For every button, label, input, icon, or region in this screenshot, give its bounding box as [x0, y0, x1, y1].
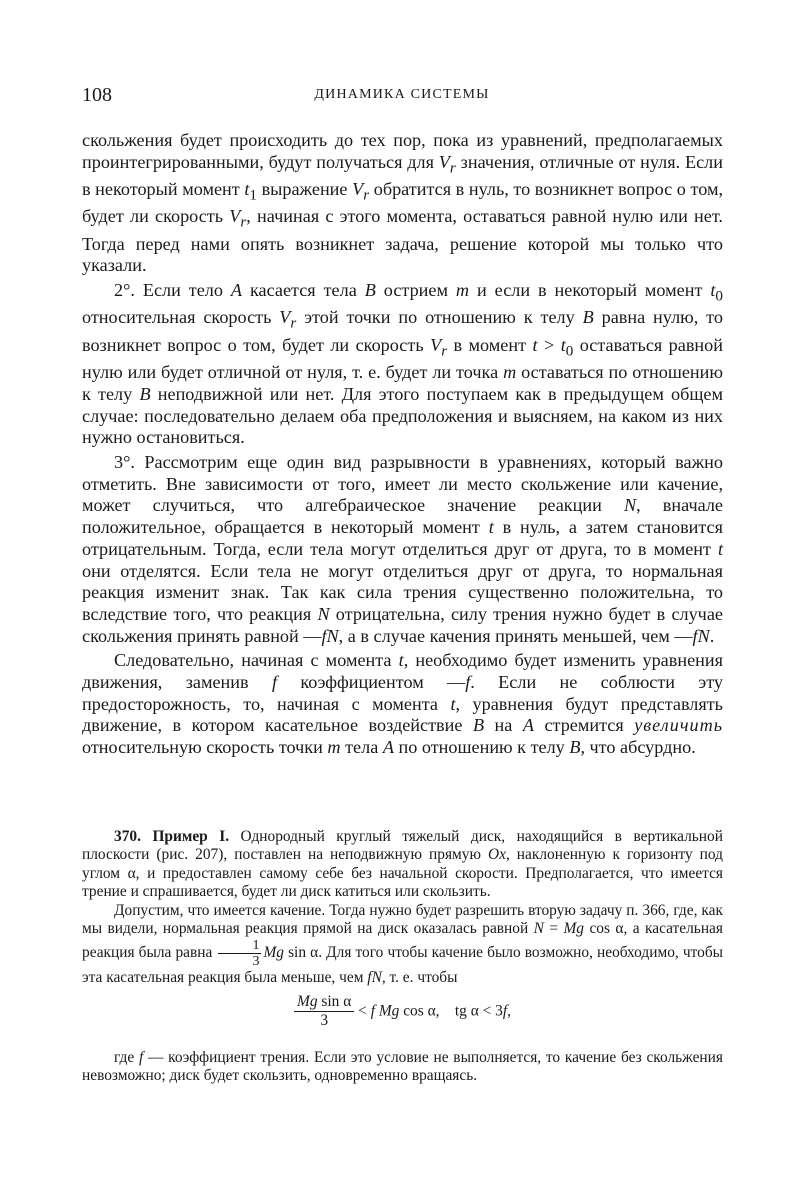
- paragraph-case-2: 2°. Если тело A касается тела B острием m и если в некоторый момент $t_0$ относительная скорость $V_r$ этой точки по отношению к телу B равна нулю, то возникнет вопрос о том, будет ли скорость $V_r$ в момент $t > t_0$ оставаться равной нулю или будет отличной от нуля, т. е. будет ли точка m оставаться по отношению к телу B неподвижной или нет. Для этого поступаем как в предыдущем общем случае: последовательно делаем оба предположения и выясняем, на каком из них нужно остановиться.: [82, 280, 723, 448]
- paragraph-case-3: 3°. Рассмотрим еще один вид разрывности в уравнениях, который важно отметить. Вне зависимости от того, имеет ли место скольжение или качение, может случиться, что алгебраическое значение реакции N, вначале положительное, обращается в некоторый момент t в нуль, а затем становится отрицательным. Тогда, если тела могут отделиться друг от друга, то в момент t они отделятся. Если тела не могут отделиться друг от друга, то нормальная реакция изменит знак. Так как сила трения существенно положительна, то вследствие того, что реакция N отрицательна, силу трения нужно будет в случае скольжения принять равной —fN, а в случае качения принять меньшей, чем —fN.: [82, 451, 723, 646]
- section-number: 370.: [114, 828, 141, 845]
- inequality-formula: $\frac{\text{Mg sin α}}{3}$ < f Mg cos α, tg α < 3f,: [82, 993, 723, 1043]
- example-section: [82, 828, 723, 1086]
- paragraph-consequence: Следовательно, начиная с момента t, необходимо будет изменить уравнения движения, заменив f коэффициентом —f. Если не соблюсти эту предосторожность, то, начиная с момента t, уравнения будут представлять движение, в котором касательное воздействие B на A стремится увеличить относительную скорость точки m тела A по отношению к телу B, что абсурдно.: [82, 650, 723, 758]
- page-number: 108: [82, 84, 112, 106]
- example-paragraph-2: Допустим, что имеется качение. Тогда нужно будет разрешить вторую задачу п. 366, где, как мы видели, нормальная реакция прямой на диск оказалась равной N = Mg cos α, а касательная реакция была равна $\frac{1}{3}$ Mg sin α. Для того чтобы качение было возможно, необходимо, чтобы эта касательная реакция была меньше, чем fN, т. е. чтобы: [82, 901, 723, 987]
- paragraph-continuation: скольжения будет происходить до тех пор, пока из уравнений, предполагаемых проинтегрированными, будут получаться для $V_r$ значения, отличные от нуля. Если в некоторый момент $t_1$ выражение $V_r$ обратится в нуль, то возникнет вопрос о том, будет ли скорость $V_r$, начиная с этого момента, оставаться равной нулю или нет. Тогда перед нами опять возникнет задача, решение которой мы только что указали.: [82, 130, 723, 276]
- example-paragraph-1: 370. Пример I. Однородный круглый тяжелый диск, находящийся в вертикальной плоскости (рис. 207), поставлен на неподвижную прямую Ox, наклоненную к горизонту под углом α, и предоставлен самому себе без начальной скорости. Предполагается, что имеется трение и спрашивается, будет ли диск катиться или скользить.: [82, 828, 723, 901]
- example-title: Пример I.: [152, 828, 230, 845]
- example-paragraph-3: где f — коэффициент трения. Если это условие не выполняется, то качение без скольжения невозможно; диск будет скользить, одновременно вращаясь.: [82, 1048, 723, 1085]
- page-header: [82, 84, 722, 110]
- running-head: ДИНАМИКА СИСТЕМЫ: [314, 87, 490, 102]
- main-text: [82, 130, 723, 759]
